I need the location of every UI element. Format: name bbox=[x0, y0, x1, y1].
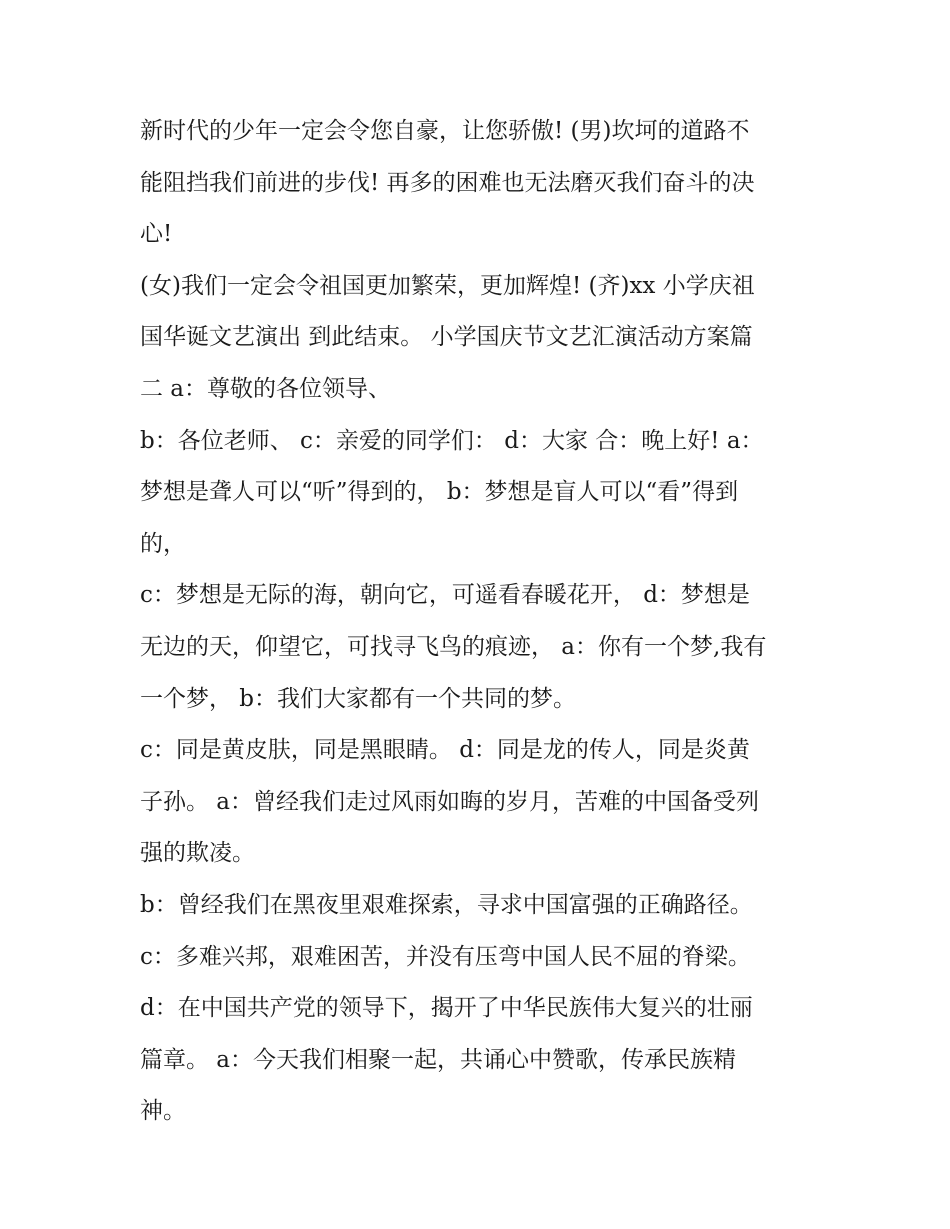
text-line: 国华诞文艺演出 到此结束。 小学国庆节文艺汇演活动方案篇 bbox=[140, 324, 753, 351]
text-line: 强的欺凌。 bbox=[140, 840, 255, 867]
text-line: 篇章。 a：今天我们相聚一起，共诵心中赞歌，传承民族精 bbox=[140, 1046, 737, 1073]
text-line: 无边的天，仰望它，可找寻飞鸟的痕迹， a：你有一个梦,我有 bbox=[140, 633, 767, 660]
text-line: 能阻挡我们前进的步伐! 再多的困难也无法磨灭我们奋斗的决 bbox=[140, 169, 755, 196]
text-line: d：在中国共产党的领导下，揭开了中华民族伟大复兴的壮丽 bbox=[140, 995, 753, 1022]
text-line: 二 a：尊敬的各位领导、 bbox=[140, 375, 392, 402]
document-body bbox=[140, 106, 812, 1138]
text-line: c：梦想是无际的海，朝向它，可遥看春暖花开， d：梦想是 bbox=[140, 582, 750, 609]
text-line: c：多难兴邦，艰难困苦，并没有压弯中国人民不屈的脊梁。 bbox=[140, 943, 751, 970]
text-line: b：曾经我们在黑夜里艰难探索，寻求中国富强的正确路径。 bbox=[140, 891, 753, 918]
text-line: c：同是黄皮肤，同是黑眼睛。 d：同是龙的传人，同是炎黄 bbox=[140, 737, 750, 764]
text-line: 神。 bbox=[140, 1098, 186, 1125]
text-line: 梦想是聋人可以“听”得到的， b：梦想是盲人可以“看”得到 bbox=[140, 479, 739, 506]
text-line: 一个梦， b：我们大家都有一个共同的梦。 bbox=[140, 685, 577, 712]
text-line: 新时代的少年一定会令您自豪，让您骄傲! (男)坎坷的道路不 bbox=[140, 118, 750, 144]
text-line: 的， bbox=[140, 530, 186, 557]
text-line: (女)我们一定会令祖国更加繁荣，更加辉煌! (齐)xx 小学庆祖 bbox=[140, 272, 755, 299]
text-line: b：各位老师、 c：亲爱的同学们： d：大家 合：晚上好! a： bbox=[140, 427, 764, 454]
text-line: 子孙。 a：曾经我们走过风雨如晦的岁月，苦难的中国备受列 bbox=[140, 788, 760, 815]
text-line: 心! bbox=[140, 221, 173, 248]
